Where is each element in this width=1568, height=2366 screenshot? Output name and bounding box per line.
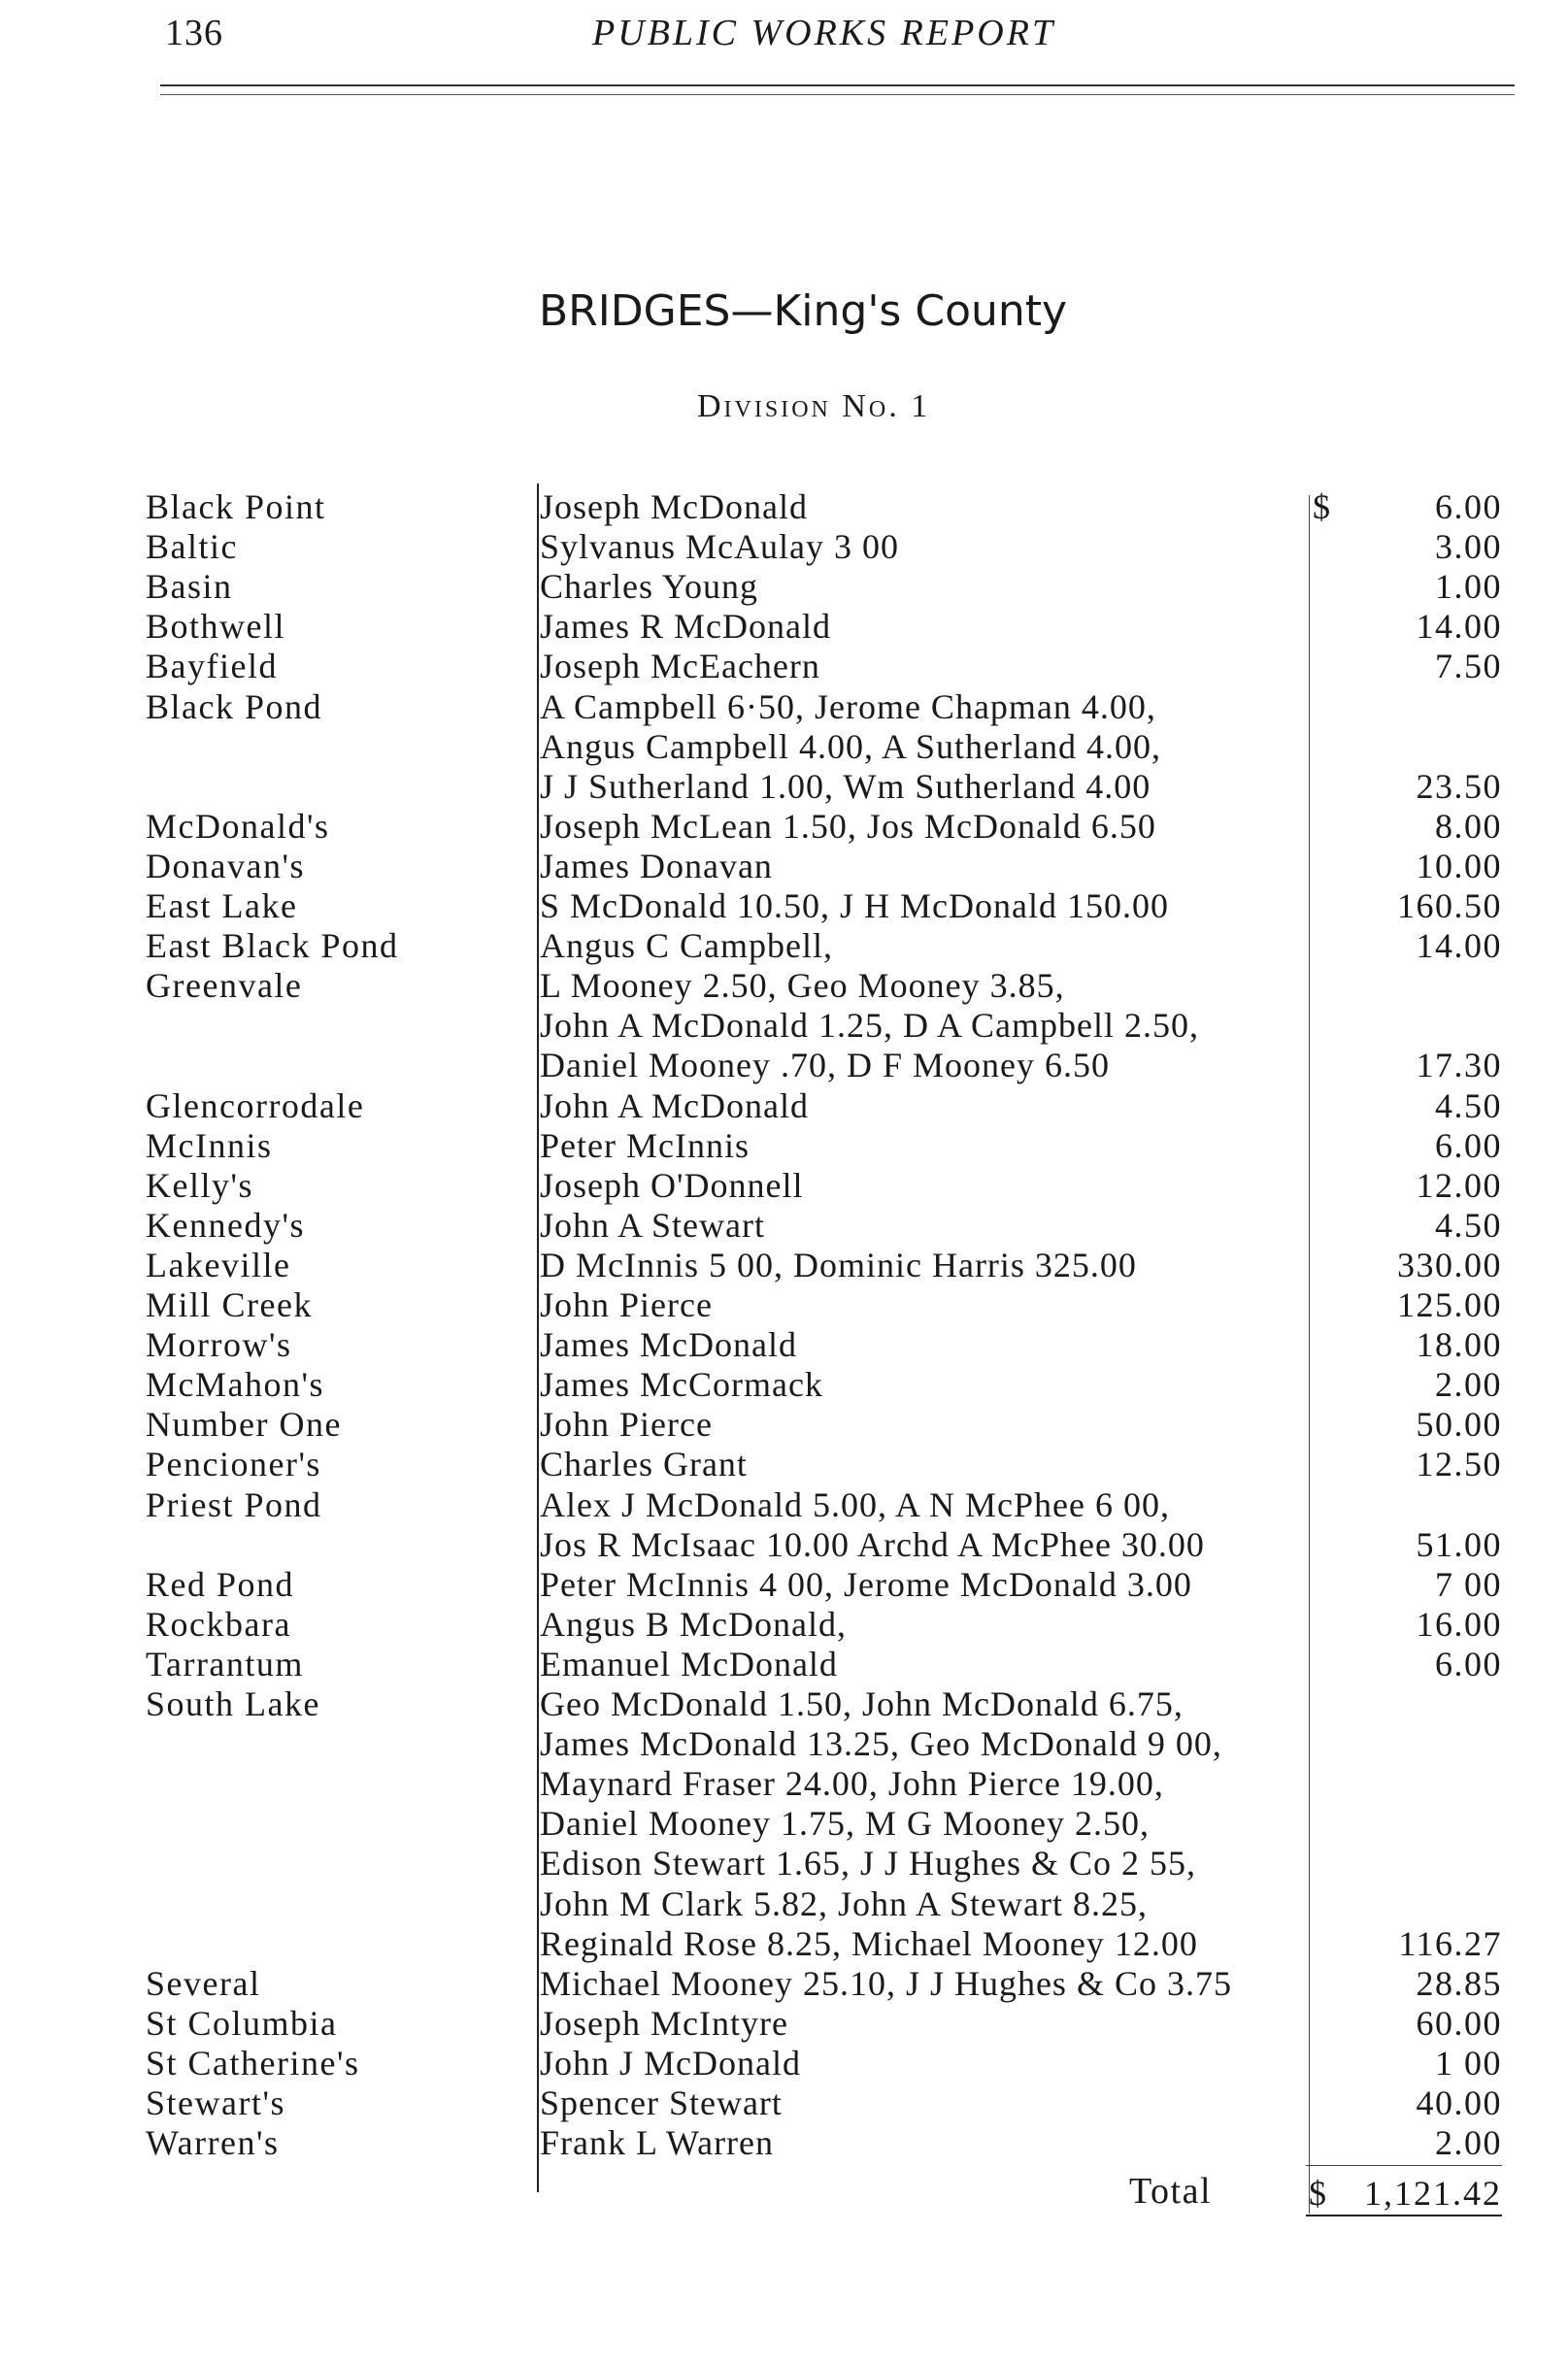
amount-cell: 40.00 [1416, 2083, 1502, 2122]
payee-cell: John Pierce [540, 1285, 713, 1324]
amount-cell: 12.00 [1416, 1166, 1502, 1205]
location-cell: Several [146, 1964, 261, 2003]
payee-cell: James Donavan [540, 847, 773, 885]
amount-cell: 28.85 [1416, 1964, 1502, 2003]
location-cell: Black Point [146, 487, 326, 526]
amount-cell: 4.50 [1435, 1206, 1502, 1245]
amount-cell: 51.00 [1416, 1525, 1502, 1564]
location-cell: Greenvale [146, 966, 303, 1005]
payee-cell: Daniel Mooney .70, D F Mooney 6.50 [540, 1046, 1110, 1084]
amount-cell: 23.50 [1416, 767, 1502, 806]
payee-cell: James McDonald [540, 1325, 797, 1364]
payee-cell: Charles Grant [540, 1445, 748, 1483]
location-cell: Warren's [146, 2123, 280, 2162]
payee-cell: Jos R McIsaac 10.00 Archd A McPhee 30.00 [540, 1525, 1205, 1564]
location-cell: Glencorrodale [146, 1086, 365, 1125]
location-cell: Bayfield [146, 647, 278, 685]
amount-cell: 330.00 [1397, 1246, 1502, 1284]
header-rule [160, 84, 1515, 86]
amount-cell: 4.50 [1435, 1086, 1502, 1125]
payee-cell: Peter McInnis [540, 1126, 750, 1165]
total-dollar-sign: $ [1309, 2174, 1326, 2213]
payee-cell: Spencer Stewart [540, 2083, 783, 2122]
location-cell: Lakeville [146, 1246, 291, 1284]
location-cell: South Lake [146, 1684, 320, 1723]
payee-cell: Frank L Warren [540, 2123, 775, 2162]
location-cell: Stewart's [146, 2083, 285, 2122]
payee-cell: Angus Campbell 4.00, A Sutherland 4.00, [540, 727, 1161, 766]
total-value: 1,121.42 [1364, 2174, 1502, 2213]
location-cell: Mill Creek [146, 1285, 313, 1324]
amount-cell: 6.00 [1435, 1645, 1502, 1683]
location-cell: Kelly's [146, 1166, 253, 1205]
payee-cell: Reginald Rose 8.25, Michael Mooney 12.00 [540, 1924, 1198, 1963]
column-divider-right [1309, 495, 1310, 2214]
payee-cell: Geo McDonald 1.50, John McDonald 6.75, [540, 1684, 1184, 1723]
payee-cell: John A Stewart [540, 1206, 766, 1245]
payee-cell: Sylvanus McAulay 3 00 [540, 527, 899, 566]
amount-cell: 7.50 [1435, 647, 1502, 685]
first-row-dollar-sign: $ [1313, 487, 1330, 526]
amount-cell: 60.00 [1416, 2004, 1502, 2043]
payee-cell: S McDonald 10.50, J H McDonald 150.00 [540, 886, 1169, 925]
location-cell: Bothwell [146, 607, 285, 646]
amount-cell: 50.00 [1416, 1405, 1502, 1444]
payee-cell: J J Sutherland 1.00, Wm Sutherland 4.00 [540, 767, 1151, 806]
payee-cell: Angus B McDonald, [540, 1605, 847, 1644]
amount-cell: 1.00 [1435, 567, 1502, 606]
total-label: Total [1129, 2171, 1213, 2212]
payee-cell: Edison Stewart 1.65, J J Hughes & Co 2 55, [540, 1844, 1196, 1883]
payee-cell: Daniel Mooney 1.75, M G Mooney 2.50, [540, 1804, 1150, 1843]
location-cell: Tarrantum [146, 1645, 304, 1683]
payee-cell: Maynard Fraser 24.00, John Pierce 19.00, [540, 1764, 1164, 1803]
payee-cell: Joseph McEachern [540, 647, 820, 685]
payee-cell: Michael Mooney 25.10, J J Hughes & Co 3.75 [540, 1964, 1232, 2003]
header-rule-thin [160, 94, 1515, 95]
payee-cell: James McCormack [540, 1365, 823, 1404]
payee-cell: Charles Young [540, 567, 759, 606]
amount-cell: 16.00 [1416, 1605, 1502, 1644]
amount-cell: 160.50 [1397, 886, 1502, 925]
page-title: BRIDGES—King's County [539, 286, 1068, 336]
payee-cell: Angus C Campbell, [540, 926, 833, 965]
payee-cell: A Campbell 6·50, Jerome Chapman 4.00, [540, 687, 1156, 726]
amount-cell: 6.00 [1435, 487, 1502, 526]
amount-cell: 1 00 [1435, 2044, 1502, 2083]
location-cell: Black Pond [146, 687, 322, 726]
location-cell: Red Pond [146, 1565, 295, 1604]
payee-cell: John A McDonald [540, 1086, 810, 1125]
payee-cell: Peter McInnis 4 00, Jerome McDonald 3.00 [540, 1565, 1192, 1604]
payee-cell: Joseph McIntyre [540, 2004, 788, 2043]
payee-cell: Emanuel McDonald [540, 1645, 838, 1683]
column-divider-left [537, 483, 539, 2192]
amount-cell: 125.00 [1397, 1285, 1502, 1324]
amount-cell: 14.00 [1416, 607, 1502, 646]
payee-cell: James McDonald 13.25, Geo McDonald 9 00, [540, 1724, 1222, 1763]
location-cell: Baltic [146, 527, 238, 566]
amount-cell: 2.00 [1435, 2123, 1502, 2162]
location-cell: East Black Pond [146, 926, 399, 965]
payee-cell: John A McDonald 1.25, D A Campbell 2.50, [540, 1006, 1199, 1045]
payee-cell: John M Clark 5.82, John A Stewart 8.25, [540, 1884, 1149, 1923]
location-cell: Rockbara [146, 1605, 291, 1644]
payee-cell: Joseph McDonald [540, 487, 808, 526]
payee-cell: James R McDonald [540, 607, 831, 646]
amount-cell: 12.50 [1416, 1445, 1502, 1483]
payee-cell: Alex J McDonald 5.00, A N McPhee 6 00, [540, 1485, 1170, 1524]
amount-cell: 6.00 [1435, 1126, 1502, 1165]
payee-cell: D McInnis 5 00, Dominic Harris 325.00 [540, 1246, 1137, 1284]
location-cell: McDonald's [146, 807, 330, 846]
amount-cell: 17.30 [1416, 1046, 1502, 1084]
location-cell: McInnis [146, 1126, 273, 1165]
location-cell: Number One [146, 1405, 342, 1444]
amount-cell: 7 00 [1435, 1565, 1502, 1604]
amount-cell: 8.00 [1435, 807, 1502, 846]
page-number: 136 [165, 13, 223, 53]
location-cell: Morrow's [146, 1325, 292, 1364]
payee-cell: John J McDonald [540, 2044, 801, 2083]
division-subtitle: Division No. 1 [697, 388, 931, 424]
amount-cell: 3.00 [1435, 527, 1502, 566]
location-cell: Basin [146, 567, 233, 606]
amount-cell: 116.27 [1398, 1924, 1502, 1963]
running-head: PUBLIC WORKS REPORT [592, 13, 1056, 53]
payee-cell: Joseph O'Donnell [540, 1166, 804, 1205]
location-cell: Priest Pond [146, 1485, 322, 1524]
amount-cell: 14.00 [1416, 926, 1502, 965]
location-cell: Donavan's [146, 847, 305, 885]
amount-cell: 18.00 [1416, 1325, 1502, 1364]
location-cell: St Columbia [146, 2004, 338, 2043]
payee-cell: Joseph McLean 1.50, Jos McDonald 6.50 [540, 807, 1156, 846]
location-cell: East Lake [146, 886, 298, 925]
payee-cell: L Mooney 2.50, Geo Mooney 3.85, [540, 966, 1065, 1005]
payee-cell: John Pierce [540, 1405, 713, 1444]
location-cell: St Catherine's [146, 2044, 360, 2083]
location-cell: Pencioner's [146, 1445, 321, 1483]
amount-cell: 10.00 [1416, 847, 1502, 885]
location-cell: Kennedy's [146, 1206, 305, 1245]
amount-cell: 2.00 [1435, 1365, 1502, 1404]
location-cell: McMahon's [146, 1365, 324, 1404]
